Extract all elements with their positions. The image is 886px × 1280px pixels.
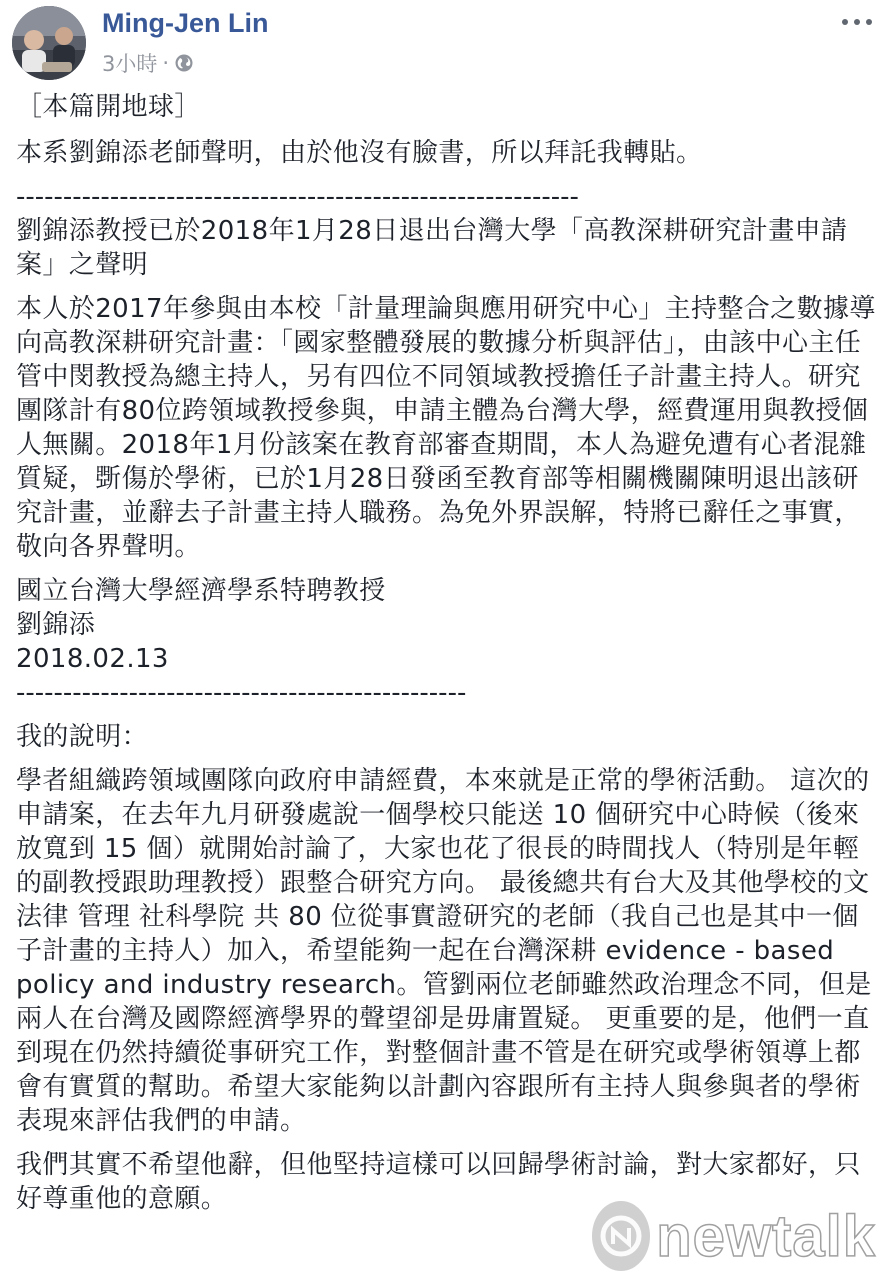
- avatar-photo-icon: [12, 6, 86, 80]
- more-options-icon[interactable]: [842, 12, 872, 32]
- post-meta: [102, 48, 194, 78]
- closing-paragraph: 我們其實不希望他辭，但他堅持這樣可以回歸學術討論，對大家都好，只好尊重他的意願。: [16, 1150, 861, 1214]
- divider-line: ------------------------------------------------: [16, 678, 467, 708]
- globe-icon[interactable]: [174, 53, 194, 73]
- my-note-heading: 我的說明：: [16, 722, 149, 752]
- my-note-body: 學者組織跨領域團隊向政府申請經費，本來就是正常的學術活動。 這次的申請案，在去年九月研發處說一個學校只能送 10 個研究中心時候（後來放寬到 15 個）就開始討論了，大家也花了很長的時間找人（特別是年輕的副教授跟助理教授）跟整合研究方向。 最後總共有台大及其他學校的文 法律 管理 社科學院 共 80 位從事實證研究的老師（我自己也是其中一個子計畫的主持人）加入，希望能夠一起在台灣深耕 evidence - based policy and industry research。管劉兩位老師雖然政治理念不同，但是兩人在台灣及國際經濟學界的聲望卻是毋庸置疑。 更重要的是，他們一直到現在仍然持續從事研究工作，對整個計畫不管是在研究或學術領導上都會有實質的幫助。希望大家能夠以計劃內容跟所有主持人與參與者的學術表現來評估我們的申請。: [16, 766, 879, 1136]
- statement-body: 本人於2017年參與由本校「計量理論與應用研究中心」主持整合之數據導向高教深耕研究計畫：「國家整體發展的數據分析與評估」，由該中心主任管中閔教授為總主持人，另有四位不同領域教授擔任子計畫主持人。研究團隊計有80位跨領域教授參與，申請主體為台灣大學，經費運用與教授個人無關。2018年1月份該案在教育部審查期間，本人為避免遭有心者混雜質疑，斲傷於學術，已於1月28日發函至教育部等相關機關陳明退出該研究計畫，並辭去子計畫主持人職務。為免外界誤解，特將已辭任之事實，敬向各界聲明。: [16, 294, 876, 562]
- post-tag: ［本篇開地球］: [16, 92, 201, 122]
- statement-title: 劉錦添教授已於2018年1月28日退出台灣大學「高教深耕研究計畫申請案」之聲明: [16, 216, 848, 280]
- author-name-link[interactable]: Ming-Jen Lin: [102, 8, 269, 38]
- post-timestamp[interactable]: 3小時: [102, 52, 158, 76]
- author-avatar[interactable]: [12, 6, 86, 80]
- watermark-text: newtalk: [656, 1203, 876, 1269]
- divider-line: ------------------------------------------------------------: [16, 182, 579, 212]
- post-intro: 本系劉錦添老師聲明，由於他沒有臉書，所以拜託我轉貼。: [16, 138, 703, 168]
- meta-separator: ·: [162, 51, 170, 75]
- post-body: [16, 90, 879, 1226]
- signature-title: 國立台灣大學經濟學系特聘教授: [16, 576, 386, 606]
- signature-name: 劉錦添: [16, 610, 96, 640]
- signature-date: 2018.02.13: [16, 644, 169, 674]
- post-header: [0, 0, 886, 90]
